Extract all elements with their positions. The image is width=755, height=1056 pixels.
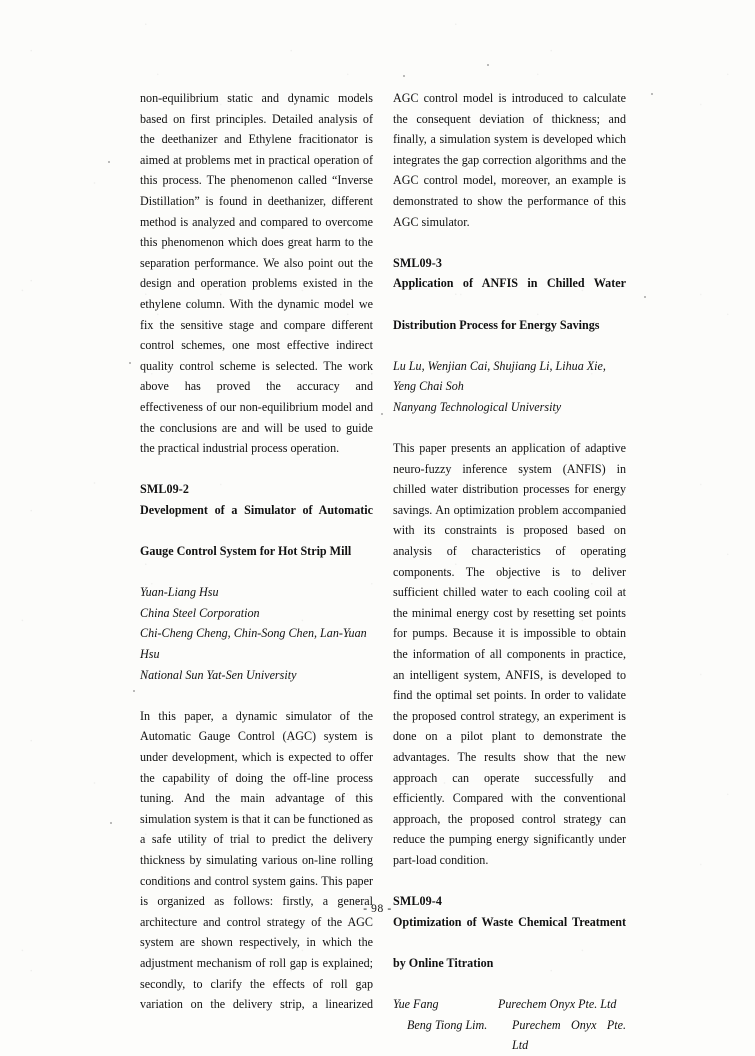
entry-id-sml09-3: SML09-3 [393, 255, 443, 270]
author-name-line-1: Lu Lu, Wenjian Cai, Shujiang Li, Lihua Xie, [393, 358, 606, 373]
author-affiliation: Purechem Onyx Pte. Ltd [512, 1017, 626, 1053]
entry-title-sml09-3 [393, 273, 626, 335]
paragraph-gap [393, 232, 626, 253]
author-name-line-2: Chi-Cheng Cheng, Chin-Song Chen, Lan-Yuan [140, 626, 367, 641]
title-line-1: Development of a Simulator of Automatic [140, 502, 373, 517]
author-row [393, 1015, 626, 1056]
title-line-2: by Online Titration [393, 955, 494, 970]
paragraph-gap [140, 459, 373, 480]
entry-id-sml09-2: SML09-2 [140, 482, 190, 497]
title-line-1: Optimization of Waste Chemical Treatment [393, 914, 626, 929]
title-author-gap [393, 335, 626, 356]
title-author-gap [393, 974, 626, 995]
scan-speck [133, 690, 135, 692]
scan-speck [403, 75, 405, 77]
scan-speck [110, 822, 112, 824]
author-abstract-gap [140, 685, 373, 706]
author-block-sml09-3 [393, 356, 626, 418]
author-affiliation: Purechem Onyx Pte. Ltd [498, 997, 617, 1012]
author-block-sml09-2 [140, 582, 373, 685]
abstract-sml09-2: In this paper, a dynamic simulator of the Automatic Gauge Control (AGC) system is under development, which is expected to offer the capability of doing the off-line process tuning. And the main advantage of this simulation system is that it can be functioned as a safe utility of trial to predict the delivery thickness by simulating various on-line rolling conditions and control system gains. This paper is organized as follows: firstly, a general architecture and control strategy of the AGC system are shown respectively, in which the adjustment mechanism of roll gap is explained; secondly, to clarify the effects of roll gap variation on the delivery strip, a linearized [140, 708, 373, 1012]
abstract-sml09-3: This paper presents an application of adaptive neuro-fuzzy inference system (ANFIS) in chilled water distribution processes for energy savings. An optimization problem accompanied with its constraints is proposed based on analysis of characteristics of operating components. The objective is to deliver sufficient chilled water to each cooling coil at the minimal energy cost by resetting set points for pumps. Because it is impossible to obtain the information of all components in practice, an intelligent system, ANFIS, is developed to find the optimal set points. In order to validate the proposed control strategy, an experiment is done on a pilot plant to demonstrate the advantages. The results show that the new approach can operate successfully and efficiently. Compared with the conventional approach, the proposed control strategy can reduce the pumping energy significantly under part-load condition. [393, 441, 626, 867]
entry-id-sml09-4: SML09-4 [393, 894, 443, 909]
title-line-2: Distribution Process for Energy Savings [393, 317, 600, 332]
left-column [140, 88, 373, 1035]
author-name-line-2: Yeng Chai Soh [393, 379, 464, 394]
continued-abstract-paragraph: non-equilibrium static and dynamic models based on first principles. Detailed analysis of the deethanizer and Ethylene fracitionator is aimed at problems met in practical operation of this process. The phenomenon called “Inverse Distillation” is found in deethanizer, different method is analyzed and compared to overcome this phenomenon which does great harm to the separation performance. We also point out the design and operation problems existed in the ethylene column. With the dynamic model we fix the sensitive stage and compare different control schemes, one most effective indirect quality control scheme is selected. The work above has proved the accuracy and effectiveness of our non-equilibrium model and the conclusions are and will be used to guide the practical industrial process operation. [140, 91, 373, 456]
author-name: Beng Tiong Lim. [407, 1017, 488, 1032]
scan-speck [487, 64, 489, 66]
title-line-2: Gauge Control System for Hot Strip Mill [140, 544, 352, 559]
scan-speck [651, 93, 653, 95]
author-name: Yue Fang [393, 997, 439, 1012]
affiliation: Nanyang Technological University [393, 399, 562, 414]
author-name-line-1: Yuan-Liang Hsu [140, 585, 219, 600]
title-author-gap [140, 562, 373, 583]
title-line-1: Application of ANFIS in Chilled Water [393, 276, 626, 291]
scan-speck [129, 362, 131, 364]
author-row [393, 994, 626, 1015]
paragraph-gap [393, 871, 626, 892]
entry-title-sml09-4 [393, 912, 626, 974]
affiliation-line-1: China Steel Corporation [140, 605, 260, 620]
affiliation-line-2: National Sun Yat-Sen University [140, 667, 297, 682]
entry-title-sml09-2 [140, 500, 373, 562]
page-number: - 98 - [363, 903, 392, 915]
author-abstract-gap [393, 418, 626, 439]
continued-abstract-paragraph: AGC control model is introduced to calculate the consequent deviation of thickness; and finally, a simulation system is developed which integrates the gap correction algorithms and the AGC control model, moreover, an example is demonstrated to show the performance of this AGC simulator. [393, 91, 626, 229]
scan-speck [644, 296, 646, 298]
scan-speck [108, 161, 110, 163]
author-name-line-2-continued: Hsu [140, 647, 160, 662]
